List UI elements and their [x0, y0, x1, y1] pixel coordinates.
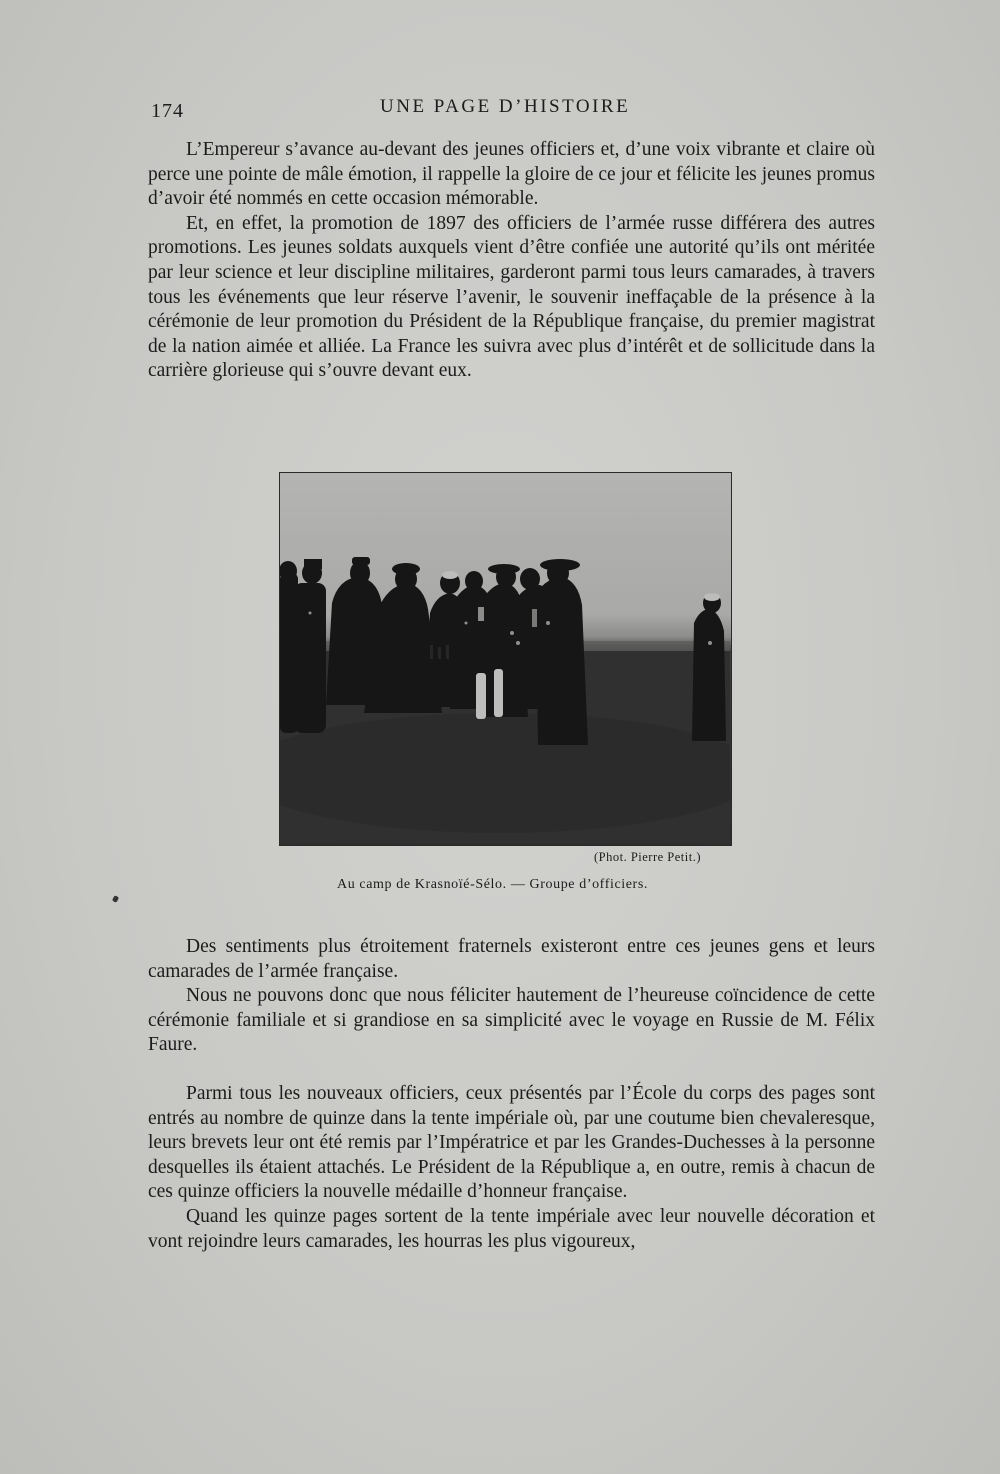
ink-speck-decoration	[112, 895, 119, 903]
photograph-illustration	[280, 473, 730, 844]
figure-caption: Au camp de Krasnoïé-Sélo. — Groupe d’officiers.	[337, 877, 648, 892]
paragraph: Nous ne pouvons donc que nous féliciter hautement de l’heureuse coïncidence de cette cérémonie familiale et si grandiose en sa simplicité avec le voyage en Russie de M. Félix Faure.	[148, 985, 875, 1056]
text-block-bottom	[148, 1082, 875, 1254]
paragraph: Quand les quinze pages sortent de la tente impériale avec leur nouvelle décoration et vont rejoindre leurs camarades, les hourras les plus vigoureux,	[148, 1205, 875, 1252]
paragraph: Et, en effet, la promotion de 1897 des officiers de l’armée russe différera des autres promotions. Les jeunes soldats auxquels vient d’être confiée une autorité qu’ils ont méritée par leur science et leur discipline militaires, garderont parmi tous leurs camarades, à travers tous les événements que leur réserve l’avenir, le souvenir ineffaçable de la présence à la cérémonie de leur promotion du Président de la République française, du premier magistrat de la nation aimée et alliée. La France les suivra avec plus d’intérêt et de sollicitude dans la carrière glorieuse qui s’ouvre devant eux.	[148, 212, 875, 382]
text-block-top	[148, 138, 875, 384]
photograph-officers-group	[279, 472, 732, 846]
paragraph: Parmi tous les nouveaux officiers, ceux présentés par l’École du corps des pages sont entrés au nombre de quinze dans la tente impériale où, par une coutume bien chevaleresque, leurs brevets leur ont été remis par l’Impératrice et par les Grandes-Duchesses à la personne desquelles ils étaient attachés. Le Président de la République a, en outre, remis à chacun de ces quinze officiers la nouvelle médaille d’honneur française.	[148, 1083, 875, 1203]
paragraph: L’Empereur s’avance au-devant des jeunes officiers et, d’une voix vibrante et claire où perce une pointe de mâle émotion, il rappelle la gloire de ce jour et félicite les jeunes promus d’avoir été nommés en cette occasion mémorable.	[148, 139, 875, 210]
paragraph: Des sentiments plus étroitement fraternels existeront entre ces jeunes gens et leurs camarades de l’armée française.	[148, 936, 875, 982]
text-block-middle	[148, 935, 875, 1058]
running-title: UNE PAGE D’HISTOIRE	[380, 96, 631, 117]
page-number: 174	[151, 100, 184, 122]
photo-credit: (Phot. Pierre Petit.)	[594, 850, 702, 864]
